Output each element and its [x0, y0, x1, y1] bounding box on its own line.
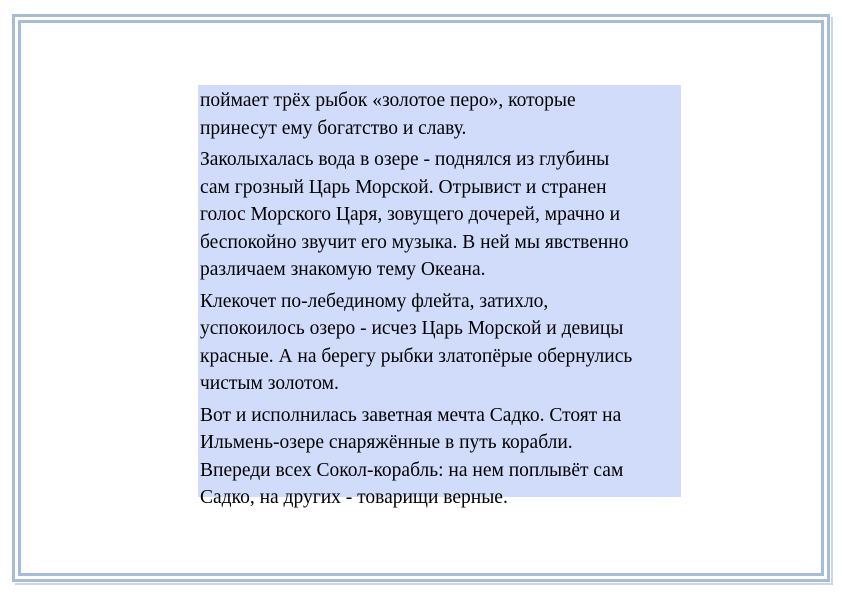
paragraph-4: Вот и исполнилась заветная мечта Садко. Стоят на Ильмень-озере снаряжённые в путь корабли. Впереди всех Сокол-корабль: на нем поплывёт сам Садко, на других - товарищи верные. — [200, 404, 624, 508]
text-box — [198, 85, 681, 508]
paragraph-3: Клекочет по-лебединому флейта, затихло, успокоилось озеро - исчез Царь Морской и девицы красные. А на берегу рыбки златопёрые обернулись чистым золотом. — [200, 290, 633, 394]
paragraph-1: поймает трёх рыбок «золотое перо», которые принесут ему богатство и славу. — [200, 90, 576, 139]
paragraph-2: Заколыхалась вода в озере - поднялся из глубины сам грозный Царь Морской. Отрывист и странен голос Морского Царя, зовущего дочерей, мрачно и беспокойно звучит его музыка. В ней мы явственно различаем знакомую тему Океана. — [200, 149, 629, 280]
